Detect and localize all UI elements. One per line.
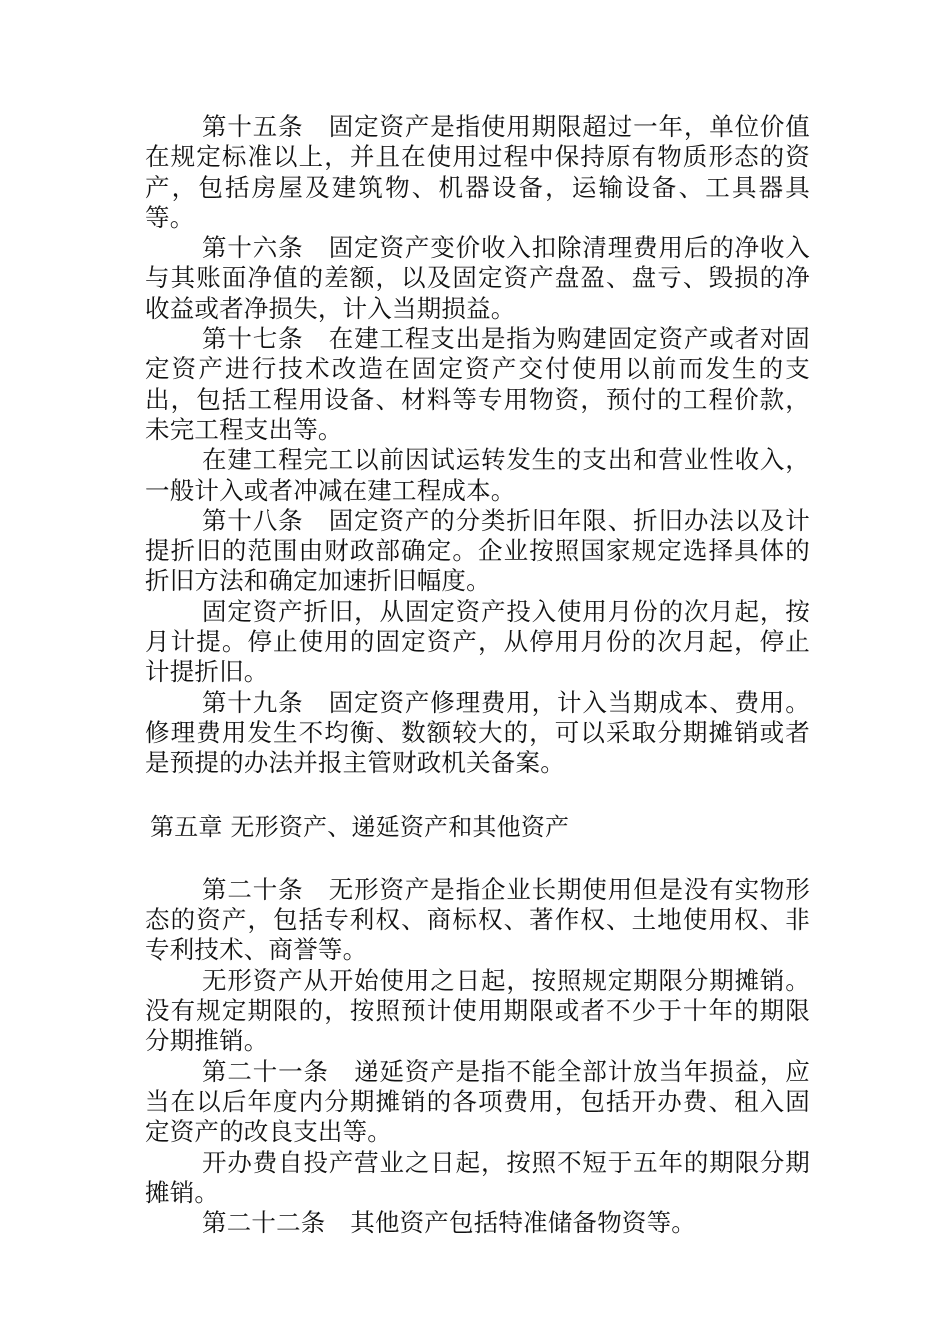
article-20: 第二十条 无形资产是指企业长期使用但是没有实物形态的资产，包括专利权、商标权、著作权、土地使用权、非专利技术、商誉等。 [145,874,810,965]
article-18: 第十八条 固定资产的分类折旧年限、折旧办法以及计提折旧的范围由财政部确定。企业按照国家规定选择具体的折旧方法和确定加速折旧幅度。 [145,505,810,596]
article-22: 第二十二条 其他资产包括特准储备物资等。 [202,1208,696,1238]
article-15: 第十五条 固定资产是指使用期限超过一年，单位价值在规定标准以上，并且在使用过程中保持原有物质形态的资产，包括房屋及建筑物、机器设备，运输设备、工具器具等。 [145,112,810,232]
article-17: 第十七条 在建工程支出是指为购建固定资产或者对固定资产进行技术改造在固定资产交付使用以前而发生的支出，包括工程用设备、材料等专用物资，预付的工程价款，未完工程支出等。 [145,324,810,444]
article-19: 第十九条 固定资产修理费用，计入当期成本、费用。修理费用发生不均衡、数额较大的，可以采取分期摊销或者是预提的办法并报主管财政机关备案。 [145,687,810,778]
article-21: 第二十一条 递延资产是指不能全部计放当年损益，应当在以后年度内分期摊销的各项费用，包括开办费、租入固定资产的改良支出等。 [145,1056,810,1147]
article-18-paragraph-2: 固定资产折旧，从固定资产投入使用月份的次月起，按月计提。停止使用的固定资产，从停用月份的次月起，停止计提折旧。 [145,596,810,687]
article-21-paragraph-2: 开办费自投产营业之日起，按照不短于五年的期限分期摊销。 [145,1147,810,1207]
chapter-title: 第五章 无形资产、递延资产和其他资产 [150,812,570,841]
document-page [145,112,810,1238]
article-17-paragraph-2: 在建工程完工以前因试运转发生的支出和营业性收入，一般计入或者冲减在建工程成本。 [145,445,810,505]
article-20-paragraph-2: 无形资产从开始使用之日起，按照规定期限分期摊销。没有规定期限的，按照预计使用期限或者不少于十年的期限分期推销。 [145,965,810,1056]
article-16: 第十六条 固定资产变价收入扣除清理费用后的净收入与其账面净值的差额，以及固定资产盘盈、盘亏、毁损的净收益或者净损失，计入当期损益。 [145,233,810,323]
